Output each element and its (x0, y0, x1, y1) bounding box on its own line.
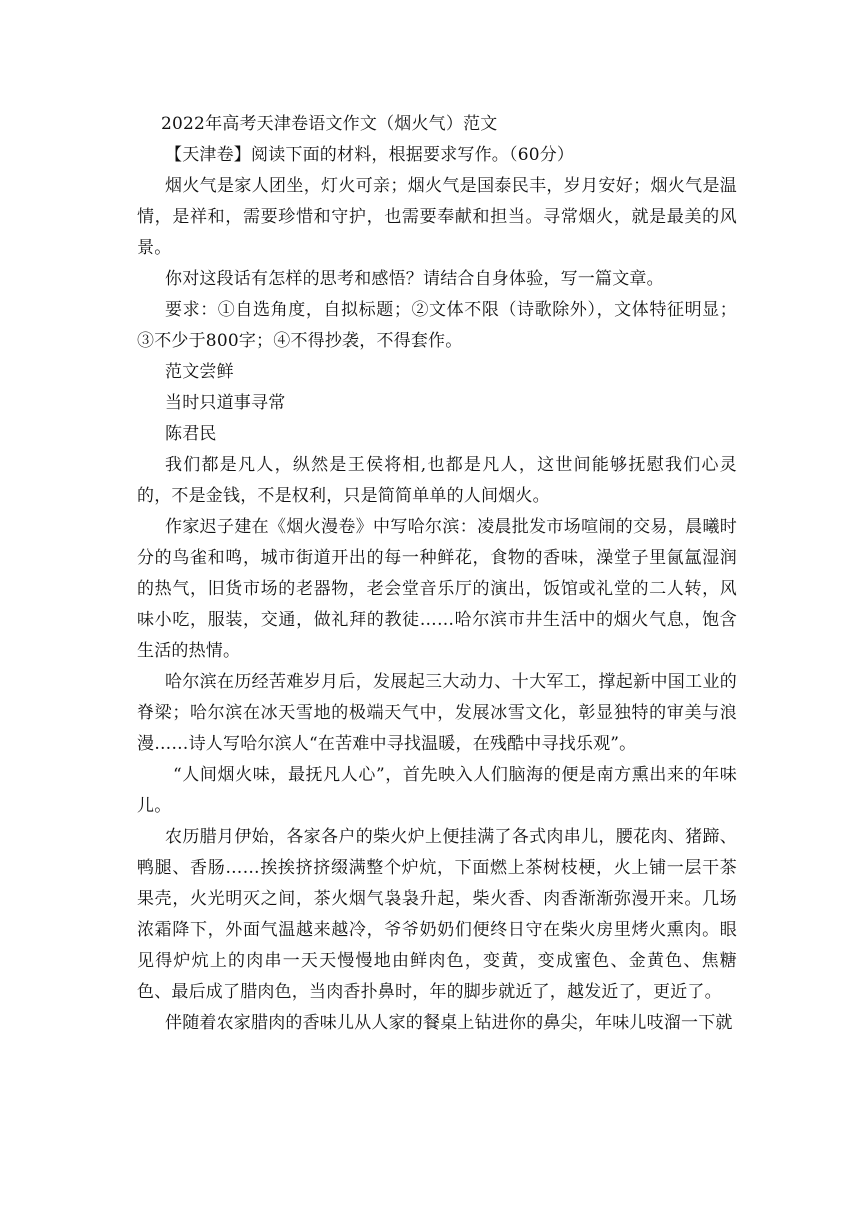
essay-paragraph: 我们都是凡人，纵然是王侯将相,也都是凡人，这世间能够抚慰我们心灵的，不是金钱，不是权利，只是简简单单的人间烟火。 (137, 455, 737, 506)
essay-author: 陈君民 (165, 424, 217, 444)
section-label: 范文尝鲜 (165, 362, 234, 382)
essay-title: 当时只道事寻常 (165, 393, 286, 413)
document-title: 2022年高考天津卷语文作文（烟火气）范文 (161, 114, 498, 134)
prompt-requirements: 要求：①自选角度，自拟标题；②文体不限（诗歌除外），文体特征明显；③不少于800字；④不得抄袭，不得套作。 (137, 300, 737, 351)
prompt-header: 【天津卷】阅读下面的材料，根据要求写作。（60分） (165, 145, 575, 165)
essay-paragraph: 哈尔滨在历经苦难岁月后，发展起三大动力、十大军工，撑起新中国工业的脊梁；哈尔滨在冰天雪地的极端天气中，发展冰雪文化，彰显独特的审美与浪漫……诗人写哈尔滨人“在苦难中寻找温暖，在残酷中寻找乐观”。 (137, 672, 737, 754)
prompt-material: 烟火气是家人团坐，灯火可亲；烟火气是国泰民丰，岁月安好；烟火气是温情，是祥和，需要珍惜和守护，也需要奉献和担当。寻常烟火，就是最美的风景。 (137, 176, 737, 258)
prompt-question: 你对这段话有怎样的思考和感悟？请结合自身体验，写一篇文章。 (165, 269, 664, 289)
essay-paragraph: 农历腊月伊始，各家各户的柴火炉上便挂满了各式肉串儿，腰花肉、猪蹄、鸭腿、香肠……挨挨挤挤缀满整个炉炕，下面燃上茶树枝梗，火上铺一层干茶果壳，火光明灭之间，茶火烟气袅袅升起，柴火香、肉香渐渐弥漫开来。几场浓霜降下，外面气温越来越冷，爷爷奶奶们便终日守在柴火房里烤火熏肉。眼见得炉炕上的肉串一天天慢慢地由鲜肉色，变黄，变成蜜色、金黄色、焦糖色、最后成了腊肉色，当肉香扑鼻时，年的脚步就近了，越发近了，更近了。 (137, 827, 737, 1002)
document-body (137, 109, 737, 1039)
essay-paragraph: “人间烟火味，最抚凡人心”，首先映入人们脑海的便是南方熏出来的年味儿。 (137, 765, 737, 816)
essay-paragraph: 伴随着农家腊肉的香味儿从人家的餐桌上钻进你的鼻尖，年味儿吱溜一下就 (165, 1013, 733, 1033)
essay-paragraph: 作家迟子建在《烟火漫卷》中写哈尔滨：凌晨批发市场喧闹的交易，晨曦时分的鸟雀和鸣，城市街道开出的每一种鲜花，食物的香味，澡堂子里氤氲湿润的热气，旧货市场的老器物，老会堂音乐厅的演出，饭馆或礼堂的二人转，风味小吃，服装，交通，做礼拜的教徒……哈尔滨市井生活中的烟火气息，饱含生活的热情。 (137, 517, 737, 661)
